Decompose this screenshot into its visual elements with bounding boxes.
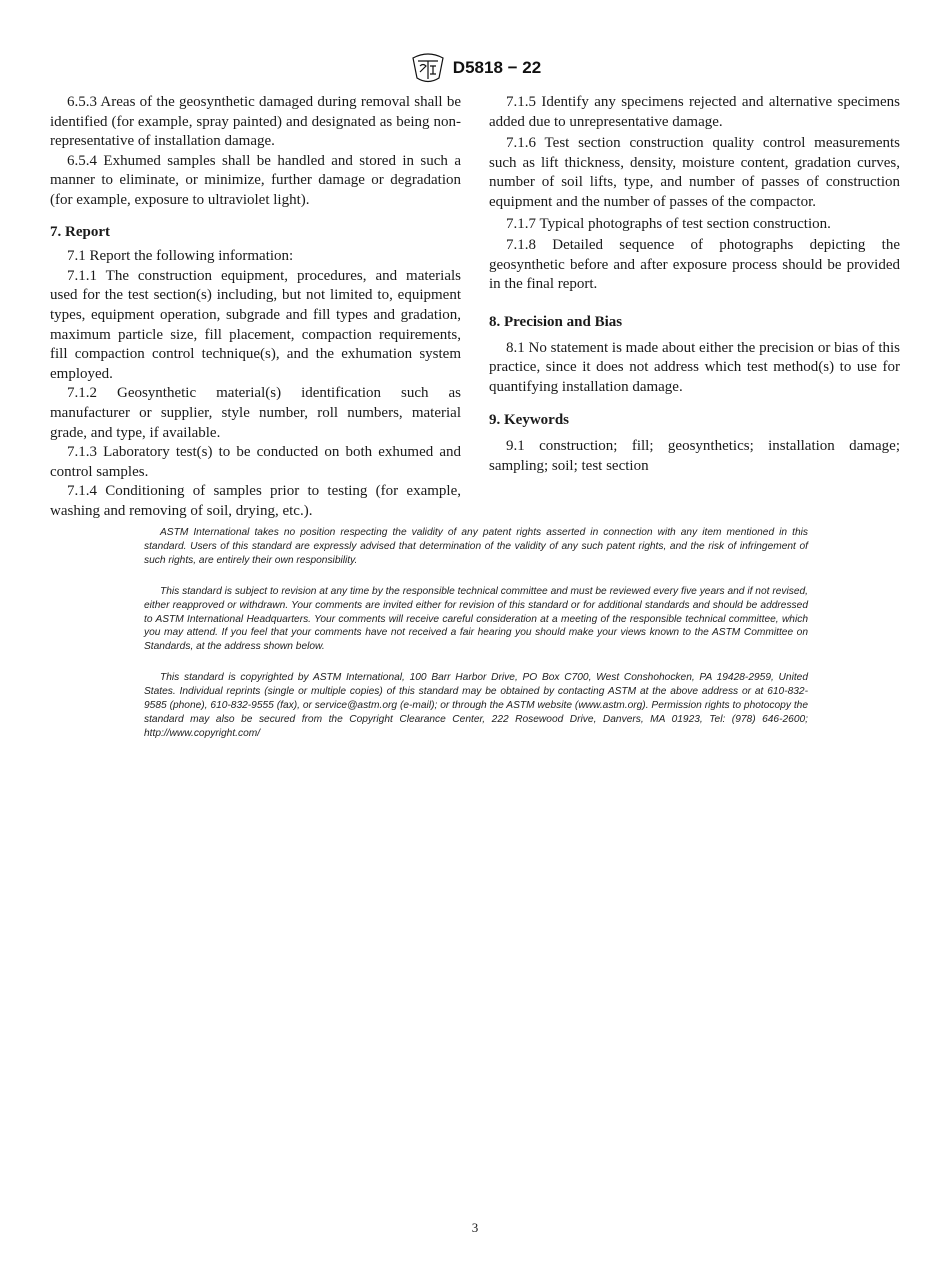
paragraph-7-1-8: 7.1.8 Detailed sequence of photographs depicting the geosynthetic before and after exposure process should be provided in the final report.	[489, 237, 900, 293]
patent-notice: ASTM International takes no position respecting the validity of any patent rights asserted in connection with any item mentioned in this standard. Users of this standard are expressly advised that determination of the validity of any such patent rights, and the risk of infringement of such rights, are entirely their own responsibility.	[144, 527, 808, 566]
copyright-notice: This standard is copyrighted by ASTM International, 100 Barr Harbor Drive, PO Box C700, West Conshohocken, PA 19428-2959, United States. Individual reprints (single or multiple copies) of this standard may be obtained by contacting ASTM at the above address or at 610-832-9585 (phone), 610-832-9555 (fax), or service@astm.org (e-mail); or through the ASTM website (www.astm.org). Permission rights to photocopy the standard may also be secured from the Copyright Clearance Center, 222 Rosewood Drive, Danvers, MA 01923, Tel: (978) 646-2600; http://www.copyright.com/	[144, 672, 808, 739]
section-heading-keywords: 9. Keywords	[489, 412, 569, 429]
paragraph-7-1-6: 7.1.6 Test section construction quality control measurements such as lift thickness, density, moisture content, gradation curves, number of soil lifts, type, and number of passes of construction equipment and the number of passes of the compactor.	[489, 135, 900, 210]
section-heading-precision-bias: 8. Precision and Bias	[489, 313, 623, 330]
left-column	[50, 93, 461, 521]
astm-logo-icon	[409, 52, 447, 84]
paragraph-6-5-4: 6.5.4 Exhumed samples shall be handled and stored in such a manner to eliminate, or minimize, further damage or degradation (for example, exposure to ultraviolet light).	[50, 152, 461, 208]
paragraph-6-5-3: 6.5.3 Areas of the geosynthetic damaged during removal shall be identified (for example, spray painted) and designated as being non-representative of installation damage.	[50, 94, 461, 150]
document-id: D5818 − 22	[452, 58, 542, 77]
paragraph-7-1-2: 7.1.2 Geosynthetic material(s) identification such as manufacturer or supplier, style number, roll numbers, material grade, and type, if available.	[50, 385, 461, 441]
paragraph-7-1-1: 7.1.1 The construction equipment, procedures, and materials used for the test section(s) including, but not limited to, equipment types, equipment operation, subgrade and fill types and gradation, maximum particle size, fill placement, compaction requirements, fill compaction control technique(s), and the exhumation system employed.	[50, 267, 461, 382]
page-header	[0, 52, 950, 84]
legal-footer	[144, 526, 808, 758]
paragraph-7-1-4: 7.1.4 Conditioning of samples prior to testing (for example, washing and removing of soil, drying, etc.).	[50, 483, 461, 519]
paragraph-7-1-5: 7.1.5 Identify any specimens rejected and alternative specimens added due to unrepresentative damage.	[489, 94, 900, 130]
paragraph-9-1: 9.1 construction; fill; geosynthetics; installation damage; sampling; soil; test section	[489, 437, 900, 474]
right-column	[489, 93, 900, 476]
page-number: 3	[471, 1220, 479, 1235]
paragraph-8-1: 8.1 No statement is made about either the precision or bias of this practice, since it does not address which test method(s) to use for quantifying installation damage.	[489, 339, 900, 395]
paragraph-7-1: 7.1 Report the following information:	[67, 248, 294, 265]
paragraph-7-1-7: 7.1.7 Typical photographs of test section construction.	[506, 215, 831, 232]
section-heading-report: 7. Report	[50, 223, 110, 240]
paragraph-7-1-3: 7.1.3 Laboratory test(s) to be conducted on both exhumed and control samples.	[50, 444, 461, 480]
revision-notice: This standard is subject to revision at any time by the responsible technical committee and must be reviewed every five years and if not revised, either reapproved or withdrawn. Your comments are invited either for revision of this standard or for additional standards and should be addressed to ASTM International Headquarters. Your comments will receive careful consideration at a meeting of the responsible technical committee, which you may attend. If you feel that your comments have not received a fair hearing you should make your views known to the ASTM Committee on Standards, at the address shown below.	[144, 585, 808, 653]
